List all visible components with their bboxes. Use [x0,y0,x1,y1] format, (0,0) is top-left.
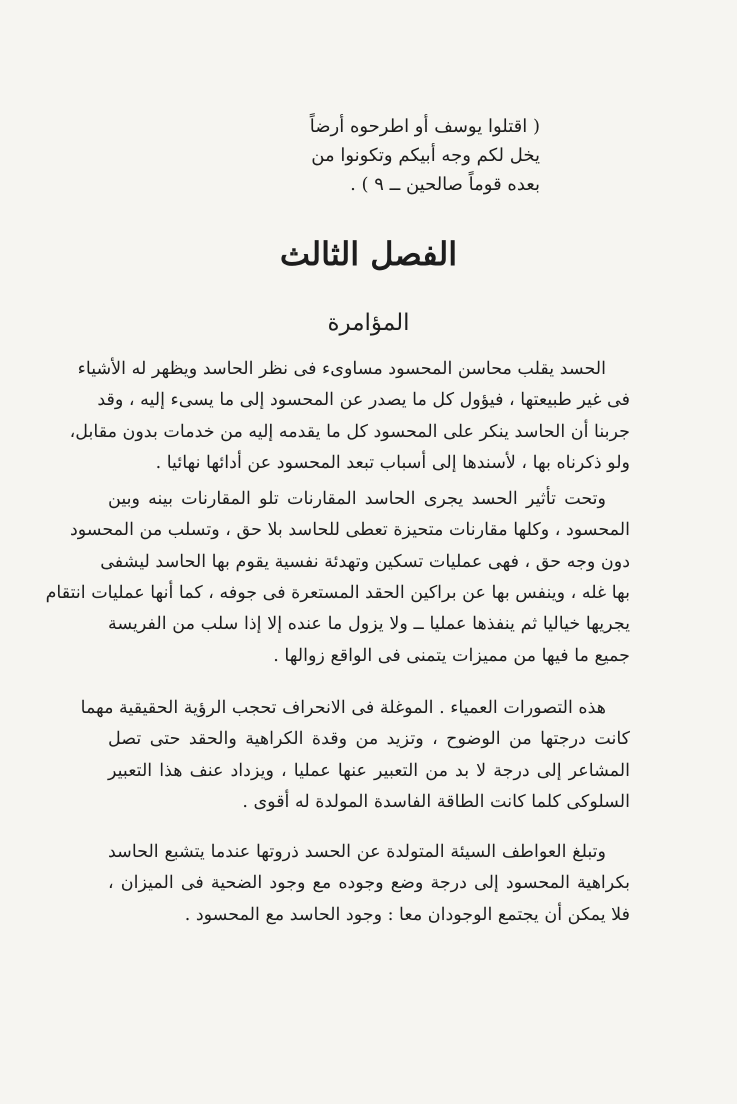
verse-line: بعده قوماً صالحين ــ ٩ ) . [350,174,540,195]
paragraph [108,837,630,931]
text-line: جميع ما فيها من مميزات يتمنى فى الواقع زوالها . [273,645,630,666]
text-line: المحسود ، وكلها مقارنات متحيزة تعطى للحاسد بلا حق ، وتسلب من المحسود [69,520,630,541]
text-line: جربنا أن الحاسد ينكر على المحسود كل ما يقدمه إليه من خدمات بدون مقابل، [69,421,630,442]
verse-line: يخل لكم وجه أبيكم وتكونوا من [311,145,540,166]
text-line: فى غير طبيعتها ، فيؤول كل ما يصدر عن المحسود إلى ما يسىء إليه ، وقد [97,390,630,411]
text-line: هذه التصورات العمياء . الموغلة فى الانحراف تحجب الرؤية الحقيقية مهما [80,697,606,718]
text-line: وتحت تأثير الحسد يجرى الحاسد المقارنات تلو المقارنات بينه وبين [108,489,606,510]
text-line: المشاعر إلى درجة لا بد من التعبير عنها عمليا ، ويزداد عنف هذا التعبير [108,760,630,781]
text-line: الحسد يقلب محاسن المحسود مساوىء فى نظر الحاسد ويظهر له الأشياء [77,359,606,379]
text-line: السلوكى كلما كانت الطاقة الفاسدة المولدة له أقوى . [242,791,630,812]
text-line: يجريها خياليا ثم ينفذها عمليا ــ ولا يزول ما عنده إلا إذا سلب من الفريسة [108,614,630,635]
text-line: كانت درجتها من الوضوح ، وتزيد من وقدة الكراهية والحقد حتى تصل [108,729,630,750]
verse-line: ( اقتلوا يوسف أو اطرحوه أرضاً [309,116,540,137]
text-line: وتبلغ العواطف السيئة المتولدة عن الحسد ذروتها عندما يتشبع الحاسد [108,842,606,863]
paragraph [80,693,630,818]
text-line: دون وجه حق ، فهى عمليات تسكين وتهدئة نفسية يقوم بها الحاسد ليشفى [100,551,630,572]
paragraph [69,354,630,479]
quran-verse [120,112,540,199]
chapter-title: الفصل الثالث [279,235,458,273]
text-line: فلا يمكن أن يجتمع الوجودان معا : وجود الحاسد مع المحسود . [184,904,630,925]
section-title: المؤامرة [327,310,410,336]
text-line: ولو ذكرناه بها ، لأسندها إلى أسباب تبعد المحسود عن أدائها نهائيا . [155,452,630,473]
text-line: بها غله ، وينفس بها عن براكين الحقد المستعرة فى جوفه ، كما أنها عمليات انتقام [45,583,630,604]
body-text [45,354,630,931]
paragraph [45,484,630,672]
text-line: بكراهية المحسود إلى درجة وضع وجوده مع وجود الضحية فى الميزان ، [108,873,630,894]
